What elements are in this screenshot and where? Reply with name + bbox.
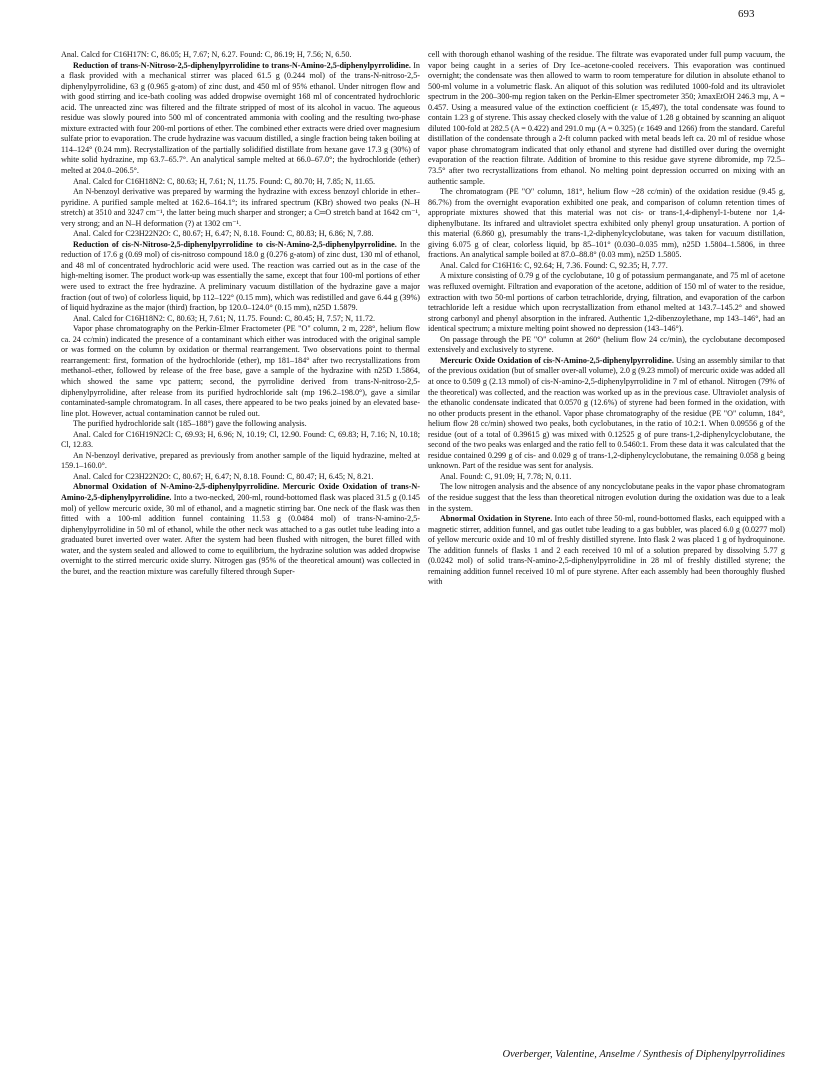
- paragraph: [61, 430, 420, 451]
- paragraph: [61, 229, 420, 240]
- paragraph: [61, 314, 420, 325]
- section-heading: Reduction of cis-N-Nitroso-2,5-diphenylpyrrolidine to cis-N-Amino-2,5-diphenylpyrrolidine.: [73, 239, 397, 249]
- left-column: [61, 50, 420, 1031]
- paragraph-text: A mixture consisting of 0.79 g of the cyclobutane, 10 g of potassium permanganate, and 75 ml of acetone was refluxed overnight. Filtration and evaporation of the acetone, addition of 150 ml of water to the residue, extraction with two 50-ml portions of carbon tetrachloride, drying, filtration, and evaporation of the carbon tetrachloride left a residue which upon recrystallization from ethanol melted at 143.7–145.2° and showed strong carbonyl and phenyl absorption in the infrared. Authentic 1,2-dibenzoylethane, mp 143–146°, had an identical spectrum; a mixture melting point showed no depression (143–146°).: [428, 271, 785, 334]
- paragraph: [61, 187, 420, 229]
- section-paragraph: [428, 514, 785, 588]
- section-heading: Reduction of trans-N-Nitroso-2,5-diphenylpyrrolidine to trans-N-Amino-2,5-diphenylpyrrolidine.: [73, 60, 411, 70]
- section-paragraph: [61, 240, 420, 314]
- paragraph: [428, 472, 785, 483]
- paragraph: [428, 271, 785, 334]
- paragraph-text: cell with thorough ethanol washing of the residue. The filtrate was evaporated under full pump vacuum, the vapor being caught in a series of Dry Ice–acetone-cooled receivers. This evaporation was continued overnight; the condensate was then allowed to warm to room temperature for dilution in absolute ethanol to 500-ml volume in a volumetric flask. An aliquot of this solution was rediluted 1000-fold and its ultraviolet spectrum in the 200–300-mμ region taken on the Perkin-Elmer spectrometer 350; λmaxEtOH 246.3 mμ, A = 0.457. Using a measured value of the extinction coefficient (ε 15,497), the total condensate was found to contain 1.23 g of styrene. This assay checked closely with the value of 1.28 g obtained by scanning an aliquot diluted 100-fold at 282.5 (A = 0.422) and 291.0 mμ (A = 0.325) (ε 1649 and 1266) from the standard. Careful distillation of the condensate through a 2-ft column packed with metal beads left ca. 20 ml of residue whose vapor phase chromatogram indicated that only ethanol and styrene had distilled over during the overnight evaporation of the reaction filtrate. Addition of bromine to this residue gave styrene dibromide, mp 72.5–73.5° after two recrystallizations from ethanol. No melting point depression occurred on mixing with an authentic sample.: [428, 50, 785, 186]
- paragraph-text: Into a two-necked, 200-ml, round-bottomed flask was placed 31.5 g (0.145 mol) of yellow mercuric oxide, 30 ml of ethanol, and a magnetic stirring bar. One neck of the flask was then fitted with a 100-ml addition funnel containing 11.53 g (0.0484 mol) of trans-N-amino-2,5-diphenylpyrrolidine in 50 ml of ethanol, while the other neck was attached to a gas outlet tube leading into a graduated buret inverted over water. After the system had been flushed with nitrogen, the buret filled with water, and the system sealed and allowed to come to equilibrium, the hydrazine solution was added dropwise overnight to the stirred mercuric oxide slurry. Nitrogen gas (95% of the theoretical amount) was collected in the buret, and the reaction mixture was carefully filtered through Super-: [61, 492, 420, 576]
- section-heading: Mercuric Oxide Oxidation of cis-N-Amino-2,5-diphenylpyrrolidine.: [440, 355, 674, 365]
- paragraph-text: Anal. Calcd for C16H18N2: C, 80.63; H, 7.61; N, 11.75. Found: C, 80.70; H, 7.85; N, 11.65.: [73, 176, 376, 186]
- paragraph-text: Anal. Calcd for C16H19N2Cl: C, 69.93; H, 6.96; N, 10.19; Cl, 12.90. Found: C, 69.83; H, 7.16; N, 10.18; Cl, 12.83.: [61, 429, 420, 450]
- section-heading: Abnormal Oxidation of N-Amino-2,5-diphenylpyrrolidine. Mercuric Oxide Oxidation of trans-N-Amino-2,5-diphenylpyrrolidine.: [61, 482, 420, 502]
- paragraph: [428, 187, 785, 261]
- section-heading: Abnormal Oxidation in Styrene.: [440, 514, 553, 524]
- right-column: [428, 50, 785, 1031]
- paragraph-text: The low nitrogen analysis and the absence of any noncyclobutane peaks in the vapor phase chromatogram of the residue suggest that the less than theoretical nitrogen evolution during the oxidation was due to a leak in the system.: [428, 482, 785, 513]
- paragraph: [61, 50, 420, 61]
- paragraph-text: Anal. Calcd for C16H16: C, 92.64; H, 7.36. Found: C, 92.35; H, 7.77.: [440, 260, 668, 270]
- paragraph: [428, 482, 785, 514]
- paragraph-text: Anal. Calcd for C16H18N2: C, 80.63; H, 7.61; N, 11.75. Found: C, 80.45; H, 7.57; N, 11.72.: [73, 313, 376, 323]
- paragraph: [428, 261, 785, 272]
- paragraph: [61, 177, 420, 188]
- section-paragraph: [61, 61, 420, 177]
- page-number: 693: [738, 8, 755, 20]
- paragraph-text: The purified hydrochloride salt (185–188°) gave the following analysis.: [73, 419, 307, 429]
- section-paragraph: [428, 356, 785, 472]
- paragraph-text: Anal. Calcd for C23H22N2O: C, 80.67; H, 6.47; N, 8.18. Found: C, 80.47; H, 6.45; N, 8.21.: [73, 471, 374, 481]
- paragraph: [428, 50, 785, 187]
- paragraph-text: Using an assembly similar to that of the previous oxidation (but of smaller over-all volume), 2.0 g (9.23 mmol) of mercuric oxide was added all at once to 0.509 g (2.13 mmol) of cis-N-amino-2,5-diphenylpyrrolidine in 7 ml of ethanol. Nitrogen (79% of the theoretical) was collected, and the reaction was worked up as in the previous case. Ultraviolet analysis of the ethanolic condensate indicated that 0.0570 g (12.6%) of styrene had been formed in the oxidation, with no other products present in the ethanol. Vapor phase chromatography of the residue (PE "O" column, 184°, helium flow 28 cc/min) showed two peaks, both cyclobutanes, in the ratio of 10.2:1. When 0.09556 g of the residue (out of a total of 0.39615 g) was mixed with 0.12525 g of pure trans-1,2-diphenylcyclobutane, the second of the two peaks was enlarged and the ratio fell to 0.5460:1. From these data it was calculated that the residue contained 0.299 g of cis- and 0.029 g of trans-1,2-diphenylcyclobutane, the remaining 0.058 g being unknown. Part of the residue was sent for analysis.: [428, 355, 785, 471]
- paragraph-text: The chromatogram (PE "O" column, 181°, helium flow ~28 cc/min) of the oxidation residue (9.45 g, 86.7%) from the overnight evaporation exhibited one peak, and comparison of column retention times of appropriate mixtures showed that this material was not cis- or trans-1,4-diphenyl-1-butene nor 1,4-diphenylbutane. Its infrared and ultraviolet spectra exhibited only phenyl group unsaturation. A portion of this material (6.860 g), presumably the trans-1,2-diphenylcyclobutane, was taken for vacuum distillation, giving 6.075 g of clear, colorless liquid, bp 85–101° (0.030–0.035 mm), n25D 1.5804–1.5806, in three fractions. An analytical sample boiled at 87.0–88.8° (0.03 mm), n25D 1.5805.: [428, 187, 785, 260]
- running-footer: Overberger, Valentine, Anselme / Synthesis of Diphenylpyrrolidines: [502, 1049, 785, 1060]
- paragraph: [428, 335, 785, 356]
- paragraph-text: Anal. Found: C, 91.09; H, 7.78; N, 0.11.: [440, 471, 572, 481]
- paragraph-text: An N-benzoyl derivative, prepared as previously from another sample of the liquid hydrazine, melted at 159.1–160.0°.: [61, 450, 420, 471]
- paragraph-text: Anal. Calcd for C23H22N2O: C, 80.67; H, 6.47; N, 8.18. Found: C, 80.83; H, 6.86; N, 7.88.: [73, 229, 374, 239]
- paragraph-text: In a flask provided with a mechanical stirrer was placed 61.5 g (0.244 mol) of the trans-N-nitroso-2,5-diphenylpyrrolidine, 63 g (0.965 g-atom) of zinc dust, and 450 ml of 95% ethanol. Under nitrogen flow and with good stirring and ice-bath cooling was added dropwise overnight 168 ml of concentrated hydrochloric acid. The unreacted zinc was filtered and the filtrate stripped of most of its alcohol in vacuo. The aqueous residue was slowly poured into 500 ml of concentrated ammonia with cooling and the resulting two-phase mixture extracted with four 200-ml portions of ether. The combined ether extracts were dried over magnesium sulfate prior to evaporation. The crude hydrazine was vacuum distilled, a single fraction being taken boiling at 114–124° (0.24 mm). Recrystallization of the partially solidified distillate from hexane gave 17.3 g (30%) of white solid hydrazine, mp 63.7–65.7°. An analytical sample melted at 66.0–67.0°; the hydrochloride (ether) melted at 204.0–206.5°.: [61, 60, 420, 176]
- paragraph-text: Vapor phase chromatography on the Perkin-Elmer Fractometer (PE "O" column, 2 m, 228°, helium flow ca. 24 cc/min) indicated the presence of a contaminant which either was introduced with the original sample or was formed on the column by oxidation or thermal rearrangement. Two observations point to thermal rearrangement: first, formation of the hydrochloride (ether), mp 181–184° after two recrystallizations from methanol–ether, followed by release of the free base, gave a sample of the hydrazine with n25D 1.5864, which showed the same vpc pattern; second, the pyrrolidine derived from trans-N-nitroso-2,5-diphenylpyrrolidine, after release from its purified hydrochloride salt (mp 196.2–198.0°), gave a similar contaminated-sample chromatogram. In all cases, there appeared to be two peaks joined by an elevated base-line plot. However, actual contamination cannot be ruled out.: [61, 324, 420, 418]
- paragraph: [61, 324, 420, 419]
- paragraph: [61, 451, 420, 472]
- paragraph: [61, 472, 420, 483]
- paragraph-text: Into each of three 50-ml, round-bottomed flasks, each equipped with a magnetic stirrer, addition funnel, and gas outlet tube leading to a gas bubbler, was placed 6.0 g (0.0277 mol) of yellow mercuric oxide and 10 ml of freshly distilled styrene. Into flask 2 was placed 1 g of hydroquinone. The addition funnels of flasks 1 and 2 each received 10 ml of a solution prepared by dissolving 5.77 g (0.0242 mol) of solid trans-N-amino-2,5-diphenylpyrrolidine in 28 ml of freshly distilled styrene; the remaining addition funnel received 10 ml of pure styrene. After each assembly had been thoroughly flushed with: [428, 514, 785, 587]
- paragraph-text: In the reduction of 17.6 g (0.69 mol) of cis-nitroso compound 18.0 g (0.276 g-atom) of zinc dust, 130 ml of ethanol, and 48 ml of concentrated hydrochloric acid were used. The reaction was carried out as in the case of the high-melting isomer. The product work-up was essentially the same, except that four 100-ml portions of ether were used to extract the free hydrazine. A preliminary vacuum distillation of the hydrazine gave a major fraction (out of two) of colorless liquid, bp 112–122° (0.15 mm), which was redistilled and gave 6.44 g (39%) of liquid hydrazine as the major (third) fraction, bp 120.0–124.0° (0.15 mm), n25D 1.5879.: [61, 239, 420, 313]
- paragraph-text: An N-benzoyl derivative was prepared by warming the hydrazine with excess benzoyl chloride in ether–pyridine. A purified sample melted at 162.6–164.1°; its infrared spectrum (KBr) showed two peaks (N–H stretch) at 3510 and 3247 cm⁻¹, the latter being much sharper and stronger; a C═O stretch band at 1642 cm⁻¹, very strong; and an N–H deformation (?) at 1302 cm⁻¹.: [61, 187, 420, 228]
- paragraph-text: On passage through the PE "O" column at 260° (helium flow 24 cc/min), the cyclobutane decomposed extensively and exclusively to styrene.: [428, 334, 785, 355]
- section-paragraph: [61, 482, 420, 577]
- paragraph-text: Anal. Calcd for C16H17N: C, 86.05; H, 7.67; N, 6.27. Found: C, 86.19; H, 7.56; N, 6.50.: [61, 50, 352, 59]
- paragraph: [61, 419, 420, 430]
